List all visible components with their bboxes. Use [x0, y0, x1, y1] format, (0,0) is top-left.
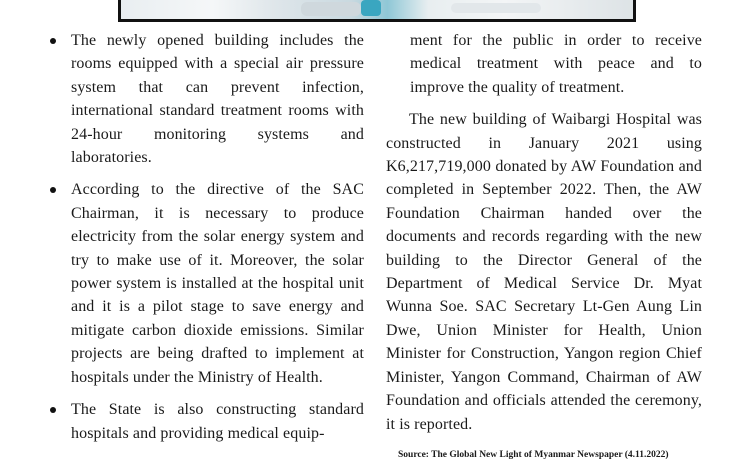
- bullet-continuation-text: ment for the public in order to receive medical treatment with peace and to improve the quality of treatment.: [410, 32, 702, 96]
- photo-detail: [361, 0, 381, 16]
- bullet-text: According to the directive of the SAC Chairman, it is necessary to produce electricity from the solar energy system and try to make use of it. Moreover, the solar power system is installed at the hospital unit and it is a pilot stage to save energy and mitigate carbon dioxide emissions. Similar projects are being drafted to implement at hospitals under the Ministry of Health.: [71, 181, 364, 386]
- photo-detail: [451, 3, 541, 13]
- source-citation: Source: The Global New Light of Myanmar Newspaper (4.11.2022): [398, 450, 669, 460]
- bullet-item: [48, 398, 364, 445]
- bullet-item: [48, 178, 364, 389]
- bullet-text: The State is also constructing standard hospitals and providing medical equip-: [71, 401, 364, 442]
- article-photo: [118, 0, 636, 22]
- bullet-dot-icon: [50, 407, 56, 413]
- left-column: [48, 29, 364, 454]
- bullet-dot-icon: [50, 187, 56, 193]
- right-column: [386, 29, 702, 436]
- bullet-text: The newly opened building includes the rooms equipped with a special air pressure system that can prevent infection, international standard treatment rooms with 24-hour monitoring systems and laboratories.: [71, 32, 364, 167]
- photo-detail: [301, 2, 361, 16]
- bullet-item: [48, 29, 364, 169]
- body-paragraph: The new building of Waibargi Hospital was constructed in January 2021 using K6,217,719,000 donated by AW Foundation and completed in September 2022. Then, the AW Foundation Chairman handed over the documents and records regarding with the new building to the Director General of the Department of Medical Service Dr. Myat Wunna Soe. SAC Secretary Lt-Gen Aung Lin Dwe, Union Minister for Health, Union Minister for Construction, Yangon region Chief Minister, Yangon Command, Chairman of AW Foundation and officials attended the ceremony, it is reported.: [386, 111, 702, 433]
- bullet-dot-icon: [50, 38, 56, 44]
